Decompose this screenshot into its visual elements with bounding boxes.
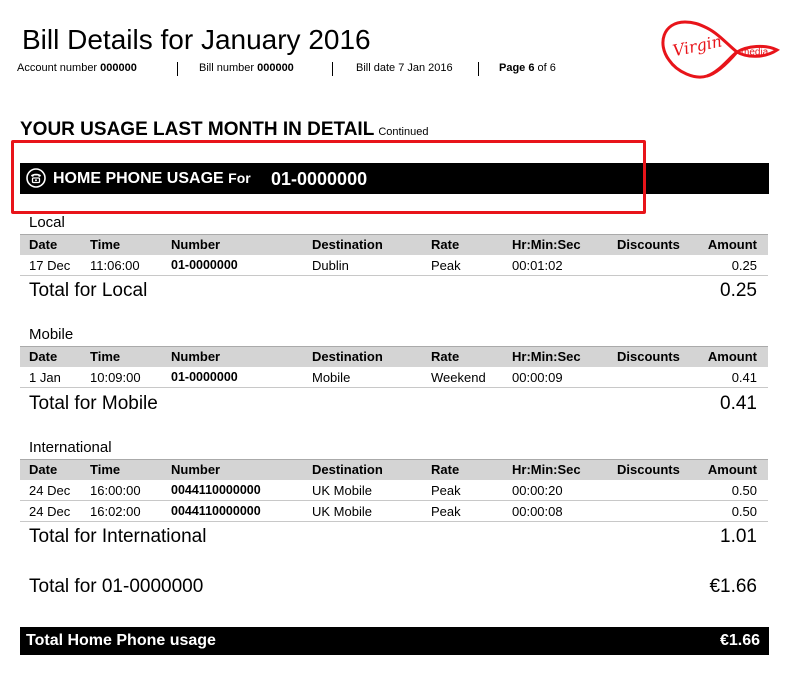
page-title: Bill Details for January 2016: [22, 24, 371, 55]
cell-time: 16:02:00: [90, 504, 141, 519]
cell-amount: 0.50: [731, 504, 757, 519]
number-total-value: €1.66: [709, 576, 757, 597]
account-number-label: Account number: [17, 62, 98, 74]
section-title: YOUR USAGE LAST MONTH IN DETAIL: [20, 119, 375, 140]
cell-number: 01-0000000: [171, 258, 238, 272]
cell-amount: 0.50: [731, 483, 757, 498]
page-of: of 6: [537, 62, 556, 74]
total-international-value: 1.01: [720, 526, 757, 547]
cell-destination: UK Mobile: [312, 483, 372, 498]
col-time: Time: [90, 237, 121, 252]
table-row: [20, 367, 768, 388]
grand-total-value: €1.66: [719, 632, 760, 649]
cell-amount: 0.25: [731, 258, 757, 273]
grand-total-label: Total Home Phone usage: [26, 632, 216, 649]
usage-bar-for: For: [228, 170, 251, 186]
meta-divider: [177, 62, 178, 76]
col-date: Date: [29, 349, 58, 364]
cell-number: 0044110000000: [171, 483, 261, 497]
col-discounts: Discounts: [617, 349, 680, 364]
col-date: Date: [29, 462, 58, 477]
cell-rate: Peak: [431, 258, 461, 273]
section-heading: [20, 119, 428, 141]
group-title-mobile: Mobile: [29, 326, 74, 343]
col-rate: Rate: [431, 349, 460, 364]
account-number: [17, 62, 137, 74]
table-row: [20, 255, 768, 276]
total-local-value: 0.25: [720, 280, 757, 301]
bill-date: Bill date 7 Jan 2016: [356, 62, 453, 74]
col-duration: Hr:Min:Sec: [512, 462, 581, 477]
bill-number: [199, 62, 294, 74]
col-time: Time: [90, 349, 121, 364]
cell-time: 11:06:00: [90, 258, 140, 273]
group-title-international: International: [29, 439, 112, 456]
col-amount: Amount: [707, 462, 757, 477]
group-title-local: Local: [29, 214, 65, 231]
total-local-label: Total for Local: [29, 280, 148, 301]
account-number-value: 000000: [100, 62, 137, 74]
total-mobile-value: 0.41: [720, 393, 757, 414]
cell-date: 24 Dec: [29, 483, 71, 498]
cell-number: 0044110000000: [171, 504, 261, 518]
cell-date: 1 Jan: [29, 370, 61, 385]
highlight-box: [11, 140, 646, 214]
number-total-label: Total for 01-0000000: [29, 576, 204, 597]
total-mobile-label: Total for Mobile: [29, 393, 158, 414]
meta-divider: [478, 62, 479, 76]
cell-number: 01-0000000: [171, 370, 238, 384]
cell-duration: 00:00:20: [512, 483, 563, 498]
cell-rate: Weekend: [431, 370, 486, 385]
page-indicator: [499, 62, 556, 74]
continued-label: Continued: [378, 126, 429, 138]
col-time: Time: [90, 462, 121, 477]
table-row: [20, 501, 768, 522]
logo-word-virgin: Virgin: [670, 31, 724, 61]
col-discounts: Discounts: [617, 462, 680, 477]
col-destination: Destination: [312, 349, 383, 364]
col-number: Number: [171, 237, 221, 252]
col-destination: Destination: [312, 462, 383, 477]
usage-bar-title: HOME PHONE USAGE: [53, 170, 224, 187]
col-number: Number: [171, 349, 221, 364]
cell-destination: UK Mobile: [312, 504, 372, 519]
col-amount: Amount: [707, 349, 757, 364]
col-rate: Rate: [431, 462, 460, 477]
cell-date: 17 Dec: [29, 258, 71, 273]
col-number: Number: [171, 462, 221, 477]
col-rate: Rate: [431, 237, 460, 252]
cell-date: 24 Dec: [29, 504, 71, 519]
table-header: [20, 234, 768, 255]
bill-number-value: 000000: [257, 62, 294, 74]
usage-bar-number: 01-0000000: [271, 169, 368, 189]
cell-time: 10:09:00: [90, 370, 141, 385]
virgin-media-logo: [655, 14, 785, 84]
cell-duration: 00:00:09: [512, 370, 563, 385]
bill-number-label: Bill number: [199, 62, 255, 74]
meta-divider: [332, 62, 333, 76]
cell-rate: Peak: [431, 504, 461, 519]
cell-duration: 00:00:08: [512, 504, 563, 519]
logo-word-media: media: [741, 47, 769, 58]
col-amount: Amount: [707, 237, 757, 252]
cell-amount: 0.41: [731, 370, 757, 385]
cell-time: 16:00:00: [90, 483, 141, 498]
cell-duration: 00:01:02: [512, 258, 563, 273]
col-date: Date: [29, 237, 58, 252]
col-discounts: Discounts: [617, 237, 680, 252]
page-label: Page: [499, 62, 526, 74]
cell-destination: Dublin: [312, 258, 349, 273]
page-value: 6: [528, 62, 535, 74]
table-row: [20, 480, 768, 501]
table-header: [20, 346, 768, 367]
col-destination: Destination: [312, 237, 383, 252]
col-duration: Hr:Min:Sec: [512, 349, 581, 364]
cell-destination: Mobile: [312, 370, 351, 385]
cell-rate: Peak: [431, 483, 461, 498]
grand-total-bar: [20, 627, 769, 655]
col-duration: Hr:Min:Sec: [512, 237, 581, 252]
table-header: [20, 459, 768, 480]
total-international-label: Total for International: [29, 526, 207, 547]
